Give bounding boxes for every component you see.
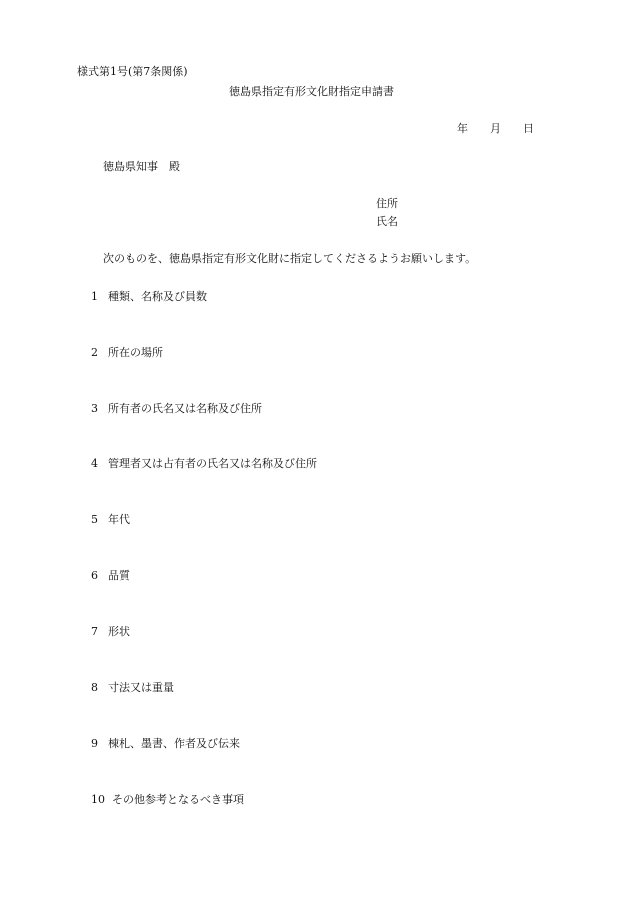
item-number: 3	[91, 402, 98, 415]
item-number: 4	[91, 457, 98, 470]
date-month-label: 月	[490, 122, 501, 135]
item-label: 所在の場所	[108, 346, 163, 359]
item-number: 7	[91, 625, 98, 638]
list-item	[91, 794, 244, 805]
item-label: 管理者又は占有者の氏名又は名称及び住所	[108, 457, 317, 470]
list-item	[91, 570, 130, 581]
item-label: 形状	[108, 625, 130, 638]
item-label: 棟札、墨書、作者及び伝来	[108, 737, 240, 750]
item-number: 6	[91, 569, 98, 582]
item-label: 年代	[108, 513, 130, 526]
date-line	[457, 123, 534, 134]
addressee-suffix: 殿	[169, 160, 180, 173]
list-item	[91, 626, 130, 637]
form-number: 様式第1号(第7条関係)	[77, 65, 188, 78]
item-number: 1	[91, 290, 98, 303]
list-item	[91, 682, 174, 693]
item-label: その他参考となるべき事項	[112, 793, 244, 806]
item-label: 寸法又は重量	[108, 681, 174, 694]
document-title: 徳島県指定有形文化財指定申請書	[229, 85, 394, 98]
addressee-name: 徳島県知事	[103, 160, 158, 173]
list-item	[91, 403, 262, 414]
list-item	[91, 514, 130, 525]
item-number: 9	[91, 737, 98, 750]
applicant-name-label: 氏名	[376, 215, 398, 228]
list-item	[91, 291, 207, 302]
item-number: 10	[91, 793, 105, 806]
list-item	[91, 347, 163, 358]
applicant-address-label: 住所	[376, 197, 398, 210]
item-number: 8	[91, 681, 98, 694]
request-text: 次のものを、徳島県指定有形文化財に指定してくださるようお願いします。	[103, 252, 477, 265]
date-year-label: 年	[457, 122, 468, 135]
item-label: 所有者の氏名又は名称及び住所	[108, 402, 262, 415]
item-number: 2	[91, 346, 98, 359]
addressee	[103, 161, 180, 172]
list-item	[91, 458, 317, 469]
item-label: 品質	[108, 569, 130, 582]
list-item	[91, 738, 240, 749]
item-number: 5	[91, 513, 98, 526]
date-day-label: 日	[523, 122, 534, 135]
item-label: 種類、名称及び員数	[108, 290, 207, 303]
